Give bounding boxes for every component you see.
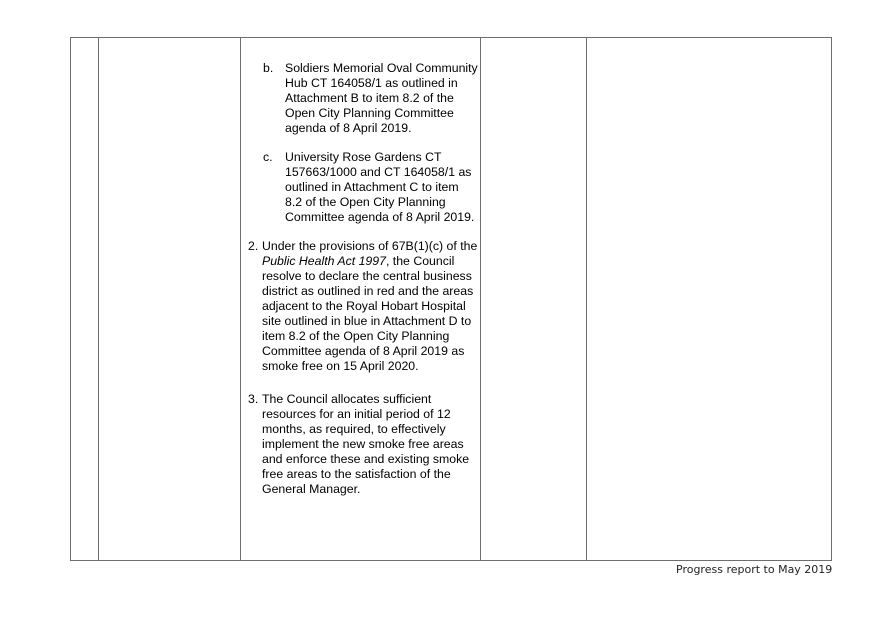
list-item-text: University Rose Gardens CT 157663/1000 and CT 164058/1 as outlined in Attachment C to item 8.2 of the Open City Planning Committee agenda of 8 April 2019. xyxy=(285,150,475,224)
list-item-text-end: , the Council resolve to declare the central business district as outlined in red and the areas adjacent to the Royal Hobart Hospital site outlined in blue in Attachment D to item 8.2 of the Open City Planning Committee agenda of 8 April 2019 as smoke free on 15 April 2020. xyxy=(262,254,474,373)
act-title: Public Health Act 1997 xyxy=(262,254,386,268)
column-divider xyxy=(586,38,587,560)
list-item-b xyxy=(247,61,479,136)
list-marker: b. xyxy=(263,61,274,75)
list-item-2 xyxy=(247,239,479,374)
column-divider xyxy=(480,38,481,560)
list-item-c xyxy=(247,150,479,225)
list-marker: c. xyxy=(263,150,273,164)
list-marker: 3. xyxy=(248,392,259,406)
column-divider xyxy=(98,38,99,560)
resolution-text-cell xyxy=(247,61,479,515)
list-item-text xyxy=(262,239,477,373)
column-divider xyxy=(240,38,241,560)
list-item-text: Soldiers Memorial Oval Community Hub CT 164058/1 as outlined in Attachment B to item 8.2 of the Open City Planning Committee agenda of 8 April 2019. xyxy=(285,61,478,135)
list-item-text-start: Under the provisions of 67B(1)(c) of the xyxy=(262,239,478,253)
page-footer: Progress report to May 2019 xyxy=(676,563,833,576)
list-item-3 xyxy=(247,392,479,497)
list-marker: 2. xyxy=(248,239,259,253)
list-item-text: The Council allocates sufficient resources for an initial period of 12 months, as required, to effectively implement the new smoke free areas and enforce these and existing smoke free areas to the satisfaction of the General Manager. xyxy=(262,392,470,496)
